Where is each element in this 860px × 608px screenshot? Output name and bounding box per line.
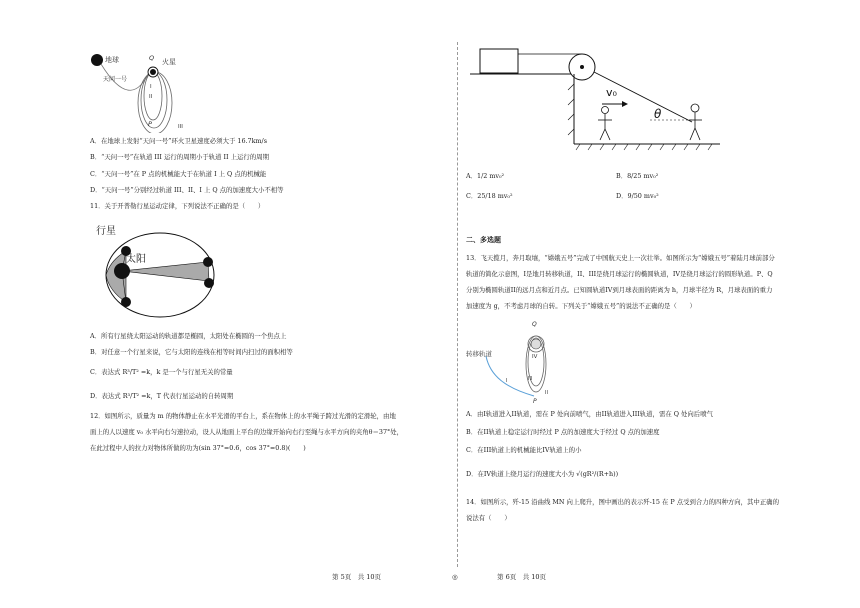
point-p-label: P — [148, 120, 152, 128]
orbit-iii-label: III — [178, 124, 183, 130]
q12-option-c: C．25/18 mv₀² — [466, 192, 513, 200]
q11-stem: 11．关于开普勒行星运动定律，下列说法不正确的是（ ） — [90, 202, 265, 210]
q12-option-b: B．8/25 mv₀² — [616, 172, 659, 180]
orbit-ii-label-r: II — [545, 390, 548, 396]
q10-option-c: C．“天问一号”在 P 点的机械能大于在轨道 I 上 Q 点的机械能 — [90, 170, 267, 178]
theta-label: θ — [654, 107, 662, 121]
q12-option-d: D．9/50 mv₀² — [616, 192, 659, 200]
q13-point-p-label: P — [533, 398, 537, 405]
page-divider — [457, 42, 458, 567]
q10-option-d: D．“天问一号”分别经过轨道 III、II、I 上 Q 点的加速度大小不相等 — [90, 186, 284, 194]
q13-line-2: 轨道的简化示意图，I是地月转移轨道，II、III是绕月球运行的椭圆轨道，IV是绕月球运行的圆形轨道。P、Q — [466, 270, 773, 278]
q14-line-1: 14．如图所示，歼-15 沿曲线 MN 向上爬升，图中画出的表示歼-15 在 P 点受到合力的四种方向，其中正确的 — [466, 498, 779, 506]
q11-option-c: C．表达式 R³/T² =k，k 是一个与行星无关的常量 — [90, 368, 233, 376]
orbit-ii-label: II — [149, 94, 153, 100]
q12-line-3: 在此过程中人的拉力对物体所做的功为(sin 37°=0.6，cos 37°=0.8)( ) — [90, 444, 306, 452]
transfer-orbit-label: 转移轨道 — [466, 350, 492, 358]
fig-q13-orbits — [466, 316, 586, 406]
q12-line-2: 面上的人以速度 v₀ 水平向右匀速拉动，设人从地面上平台的边缘开始向右行至绳与水平方向的夹角θ＝37°处， — [90, 428, 403, 436]
q11-option-b: B．对任意一个行星来说，它与太阳的连线在相等时间内扫过的面积相等 — [90, 348, 293, 356]
q13-option-c: C．在III轨道上的机械能比IV轨道上的小 — [466, 446, 582, 454]
mars-label: 火星 — [162, 58, 176, 66]
section-title-multi: 二、多选题 — [466, 235, 501, 244]
fig-q12-pulley — [470, 44, 725, 152]
q14-line-2: 说法有（ ） — [466, 514, 511, 522]
page-footer-left: 第 5页 共 10页 — [332, 573, 382, 581]
q13-option-a: A．由I轨道进入II轨道，需在 P 处向前喷气，由II轨道进入III轨道，需在 Q 处向后喷气 — [466, 410, 713, 418]
sun-label: 太阳 — [126, 254, 146, 265]
orbit-iii-label-r: III — [528, 376, 533, 382]
planet-label: 行星 — [96, 226, 116, 237]
q13-option-b: B．在II轨道上稳定运行时经过 P 点的加速度大于经过 Q 点的加速度 — [466, 428, 660, 436]
probe-label: 天问一号 — [103, 76, 128, 83]
q12-line-1: 12．如图所示，质量为 m 的物体静止在水平光滑的平台上，系在物体上的水平绳子跨过光滑的定滑轮，由地 — [90, 412, 396, 420]
q13-option-d: D．在IV轨道上绕月运行的速度大小为 √(gR²/(R+h)) — [466, 470, 619, 478]
page-footer-right: 第 6页 共 10页 — [497, 573, 547, 581]
q13-line-4: 加速度为 g，不考虑月球的自转。下列关于“嫦娥五号”的说法不正确的是（ ） — [466, 302, 696, 310]
orbit-i-label: I — [150, 84, 152, 90]
orbit-iv-label: IV — [532, 354, 538, 360]
q12-option-a: A．1/2 mv₀² — [466, 172, 505, 180]
v0-label: v₀ — [606, 86, 617, 99]
q11-option-a: A．所有行星绕太阳运动的轨道都是椭圆，太阳处在椭圆的一个焦点上 — [90, 332, 287, 340]
earth-label: 地球 — [105, 56, 119, 64]
q10-option-b: B．“天问一号”在轨道 III 运行的周期小于轨道 II 上运行的周期 — [90, 153, 269, 161]
q13-point-q-label: Q — [532, 321, 537, 328]
q13-line-3: 分别为椭圆轨道II的远月点和近月点。已知圆轨道IV到月球表面的距离为 h，月球半径为 R，月球表面的重力 — [466, 286, 773, 294]
q10-option-a: A．在地球上发射“天问一号”环火卫星速度必须大于 16.7km/s — [90, 137, 267, 145]
q13-line-1: 13．飞天揽月，奔月取壤，“嫦娥五号”完成了中国航天史上一次壮举。如图所示为“嫦娥五号”着陆月球前部分 — [466, 254, 775, 262]
fig-q10-orbits — [85, 48, 200, 133]
q11-option-d: D．表达式 R³/T² =k，T 代表行星运动的自转周期 — [90, 392, 234, 400]
fig-q11-kepler — [92, 220, 222, 320]
orbit-i-label-r: I — [506, 378, 508, 384]
binding-mark: ◎ — [452, 573, 458, 581]
point-q-label: Q — [149, 54, 155, 62]
